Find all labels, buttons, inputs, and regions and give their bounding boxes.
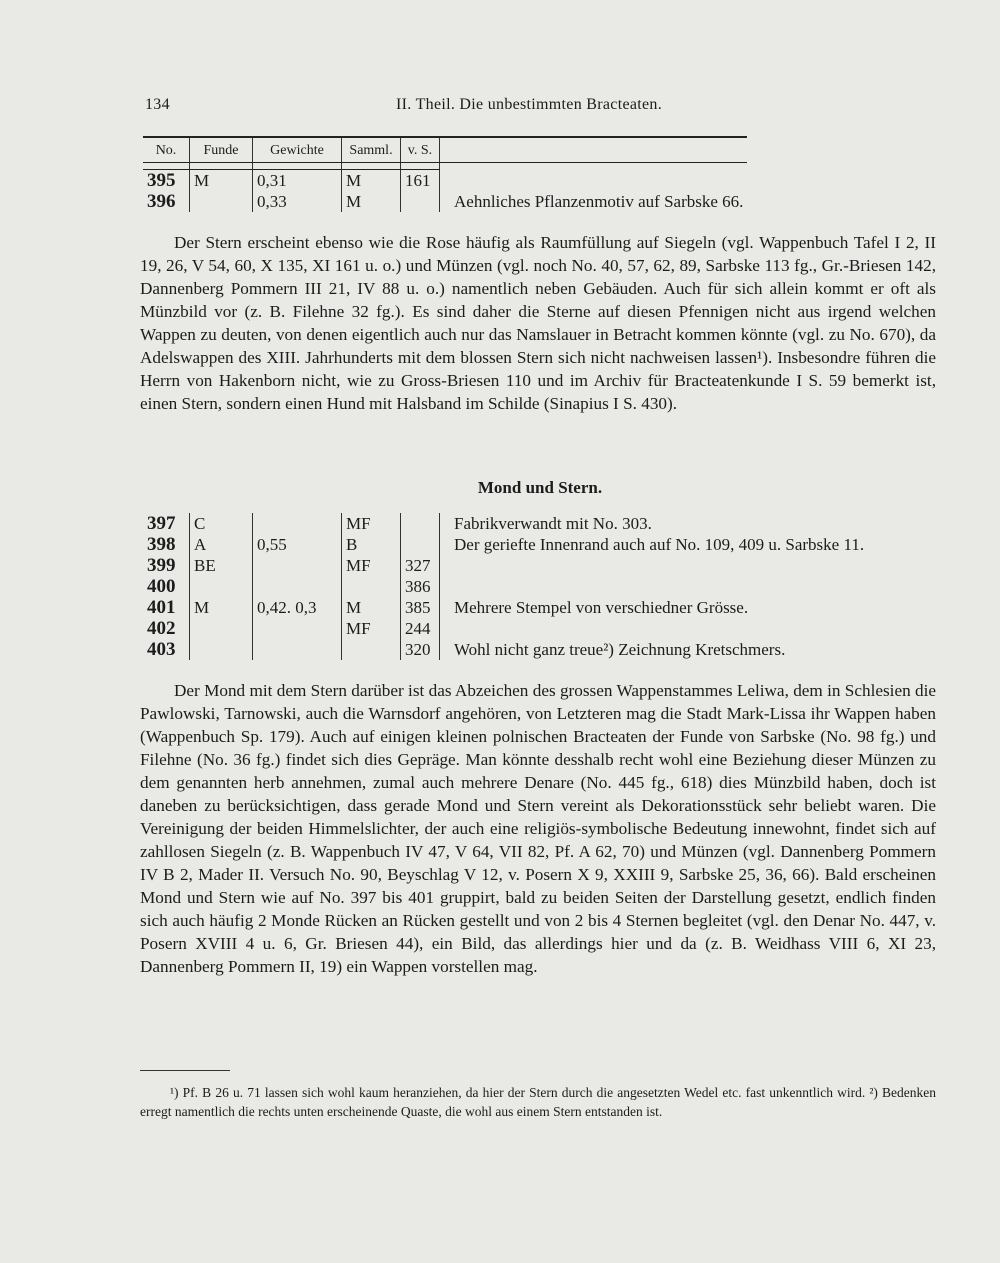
- row-funde: A: [190, 534, 253, 555]
- coin-table-mond-stern: [143, 513, 868, 660]
- row-remark: Wohl nicht ganz treue²) Zeichnung Kretschmers.: [454, 640, 786, 659]
- row-funde: [190, 576, 253, 597]
- paragraph-mond-stern: [140, 679, 936, 978]
- row-funde: M: [190, 170, 253, 192]
- row-gewichte: [253, 576, 342, 597]
- row-remark: Fabrikverwandt mit No. 303.: [454, 514, 652, 533]
- row-vs: 161: [401, 170, 440, 192]
- table-header-row: [143, 137, 747, 163]
- row-remark: [440, 555, 869, 576]
- row-gewichte: [253, 639, 342, 660]
- row-vs: 244: [401, 618, 440, 639]
- row-vs: 327: [401, 555, 440, 576]
- table-row: [143, 618, 868, 639]
- row-sammlung: MF: [342, 555, 401, 576]
- col-header-no: No.: [143, 137, 190, 163]
- row-remark: [440, 170, 748, 192]
- row-number: 402: [147, 618, 176, 639]
- row-remark: [440, 618, 869, 639]
- col-header-vs: v. S.: [401, 137, 440, 163]
- table-row: [143, 534, 868, 555]
- section-heading: Mond und Stern.: [477, 478, 603, 497]
- paragraph-mond-stern-text: Der Mond mit dem Stern darüber ist das Abzeichen des grossen Wappenstammes Leliwa, dem in Schlesien die Pawlowski, Tarnowski, auch die Warnsdorf angehören, von Letzteren mag die Stadt Mark-Lissa ihr Wappen haben (Wappenbuch Sp. 179). Auch auf einigen kleinen polnischen Bracteaten der Funde von Sarbske (No. 98 fg.) und Filehne (No. 36 fg.) findet sich dies Gepräge. Man könnte desshalb recht wohl eine Beziehung dieser Münzen zu dem genannten herb annehmen, zumal auch mehrere Denare (No. 445 fg., 618) dies Münzbild haben, doch ist daneben zu berücksichtigen, dass gerade Mond und Stern vereint als Dekorationsstück sehr beliebt waren. Die Vereinigung der beiden Himmelslichter, der auch eine religiös-symbolische Bedeutung innewohnt, findet sich auf zahllosen Siegeln (z. B. Wappenbuch IV 47, V 64, VII 82, Pf. A 62, 70) und Münzen (vgl. Dannenberg Pommern IV B 2, Mader II. Versuch No. 90, Beyschlag V 12, v. Posern X 9, XXIII 9, Sarbske 25, 36, 66). Bald erscheinen Mond und Stern wie auf No. 397 bis 401 gruppirt, bald zu beiden Seiten der Darstellung gesetzt, endlich finden sich auch häufig 2 Monde Rücken an Rücken gestellt und von 2 bis 4 Sternen begleitet (vgl. den Denar No. 447, v. Posern XVIII 4 u. 6, Gr. Briesen 44), ein Bild, das allerdings hier und da (z. B. Weidhass VIII 6, XI 23, Dannenberg Pommern II, 19) ein Wappen vorstellen mag.: [140, 681, 936, 976]
- row-gewichte: 0,42. 0,3: [253, 597, 342, 618]
- row-sammlung: [342, 639, 401, 660]
- row-funde: M: [190, 597, 253, 618]
- row-sammlung: M: [342, 597, 401, 618]
- coin-table-stern: [143, 136, 747, 212]
- row-number: 401: [147, 597, 176, 618]
- row-sammlung: MF: [342, 513, 401, 534]
- row-funde: [190, 639, 253, 660]
- col-header-gewichte: Gewichte: [253, 137, 342, 163]
- col-header-funde: Funde: [190, 137, 253, 163]
- col-header-sammlung: Samml.: [342, 137, 401, 163]
- row-gewichte: 0,31: [253, 170, 342, 192]
- row-sammlung: M: [342, 170, 401, 192]
- row-number: 400: [147, 576, 176, 597]
- table-row: [143, 191, 747, 212]
- row-sammlung: MF: [342, 618, 401, 639]
- row-funde: [190, 191, 253, 212]
- row-funde: C: [190, 513, 253, 534]
- row-sammlung: B: [342, 534, 401, 555]
- row-gewichte: [253, 555, 342, 576]
- row-gewichte: 0,55: [253, 534, 342, 555]
- table-row: [143, 639, 868, 660]
- footnote-rule: [140, 1070, 230, 1071]
- row-number: 403: [147, 639, 176, 660]
- row-vs: [401, 513, 440, 534]
- row-funde: BE: [190, 555, 253, 576]
- row-remark: Der geriefte Innenrand auch auf No. 109, 409 u. Sarbske 11.: [454, 535, 865, 554]
- row-number: 395: [147, 170, 176, 191]
- row-vs: 320: [401, 639, 440, 660]
- row-remark: Aehnliches Pflanzenmotiv auf Sarbske 66.: [454, 192, 744, 211]
- row-number: 398: [147, 534, 176, 555]
- paragraph-stern-text: Der Stern erscheint ebenso wie die Rose häufig als Raumfüllung auf Siegeln (vgl. Wappenbuch Tafel I 2, II 19, 26, V 54, 60, X 135, XI 161 u. o.) und Münzen (vgl. noch No. 40, 57, 62, 89, Sarbske 113 fg., Gr.-Briesen 142, Dannenberg Pommern III 21, IV 88 u. o.) namentlich neben Gebäuden. Auch für sich allein kommt er oft als Münzbild vor (z. B. Filehne 32 fg.). Es sind daher die Sterne auf diesen Pfennigen nicht aus irgend welchen Wappen zu deuten, von denen eigentlich auch nur das Namslauer in Betracht kommen könnte (vgl. zu No. 670), da Adelswappen des XIII. Jahrhunderts mit dem blossen Stern sich nicht nachweisen lassen¹). Insbesondre führen die Herrn von Hakenborn nicht, wie zu Gross-Briesen 110 und im Archiv für Bracteatenkunde I S. 59 bemerkt ist, einen Stern, sondern einen Hund mit Halsband im Schilde (Sinapius I S. 430).: [140, 233, 936, 413]
- row-number: 399: [147, 555, 176, 576]
- row-gewichte: [253, 618, 342, 639]
- row-sammlung: [342, 576, 401, 597]
- table-row: [143, 597, 868, 618]
- footnotes: [140, 1083, 936, 1121]
- table-row: [143, 513, 868, 534]
- row-remark: [440, 576, 869, 597]
- paragraph-stern: [140, 231, 936, 415]
- row-gewichte: [253, 513, 342, 534]
- row-vs: [401, 191, 440, 212]
- footnotes-text: ¹) Pf. B 26 u. 71 lassen sich wohl kaum heranziehen, da hier der Stern durch die angesetzten Wedel etc. fast unkenntlich wird. ²) Bedenken erregt namentlich die rechts unten erscheinende Quaste, die wohl aus einem Stern entstanden ist.: [140, 1085, 936, 1119]
- table-row: [143, 576, 868, 597]
- table-row: [143, 555, 868, 576]
- row-funde: [190, 618, 253, 639]
- row-sammlung: M: [342, 191, 401, 212]
- row-vs: 386: [401, 576, 440, 597]
- row-gewichte: 0,33: [253, 191, 342, 212]
- row-number: 396: [147, 191, 176, 212]
- table-row: [143, 170, 747, 192]
- row-remark: Mehrere Stempel von verschiedner Grösse.: [454, 598, 749, 617]
- running-title: II. Theil. Die unbestimmten Bracteaten.: [396, 96, 662, 113]
- row-vs: [401, 534, 440, 555]
- row-number: 397: [147, 513, 176, 534]
- row-vs: 385: [401, 597, 440, 618]
- page-number: 134: [145, 96, 170, 113]
